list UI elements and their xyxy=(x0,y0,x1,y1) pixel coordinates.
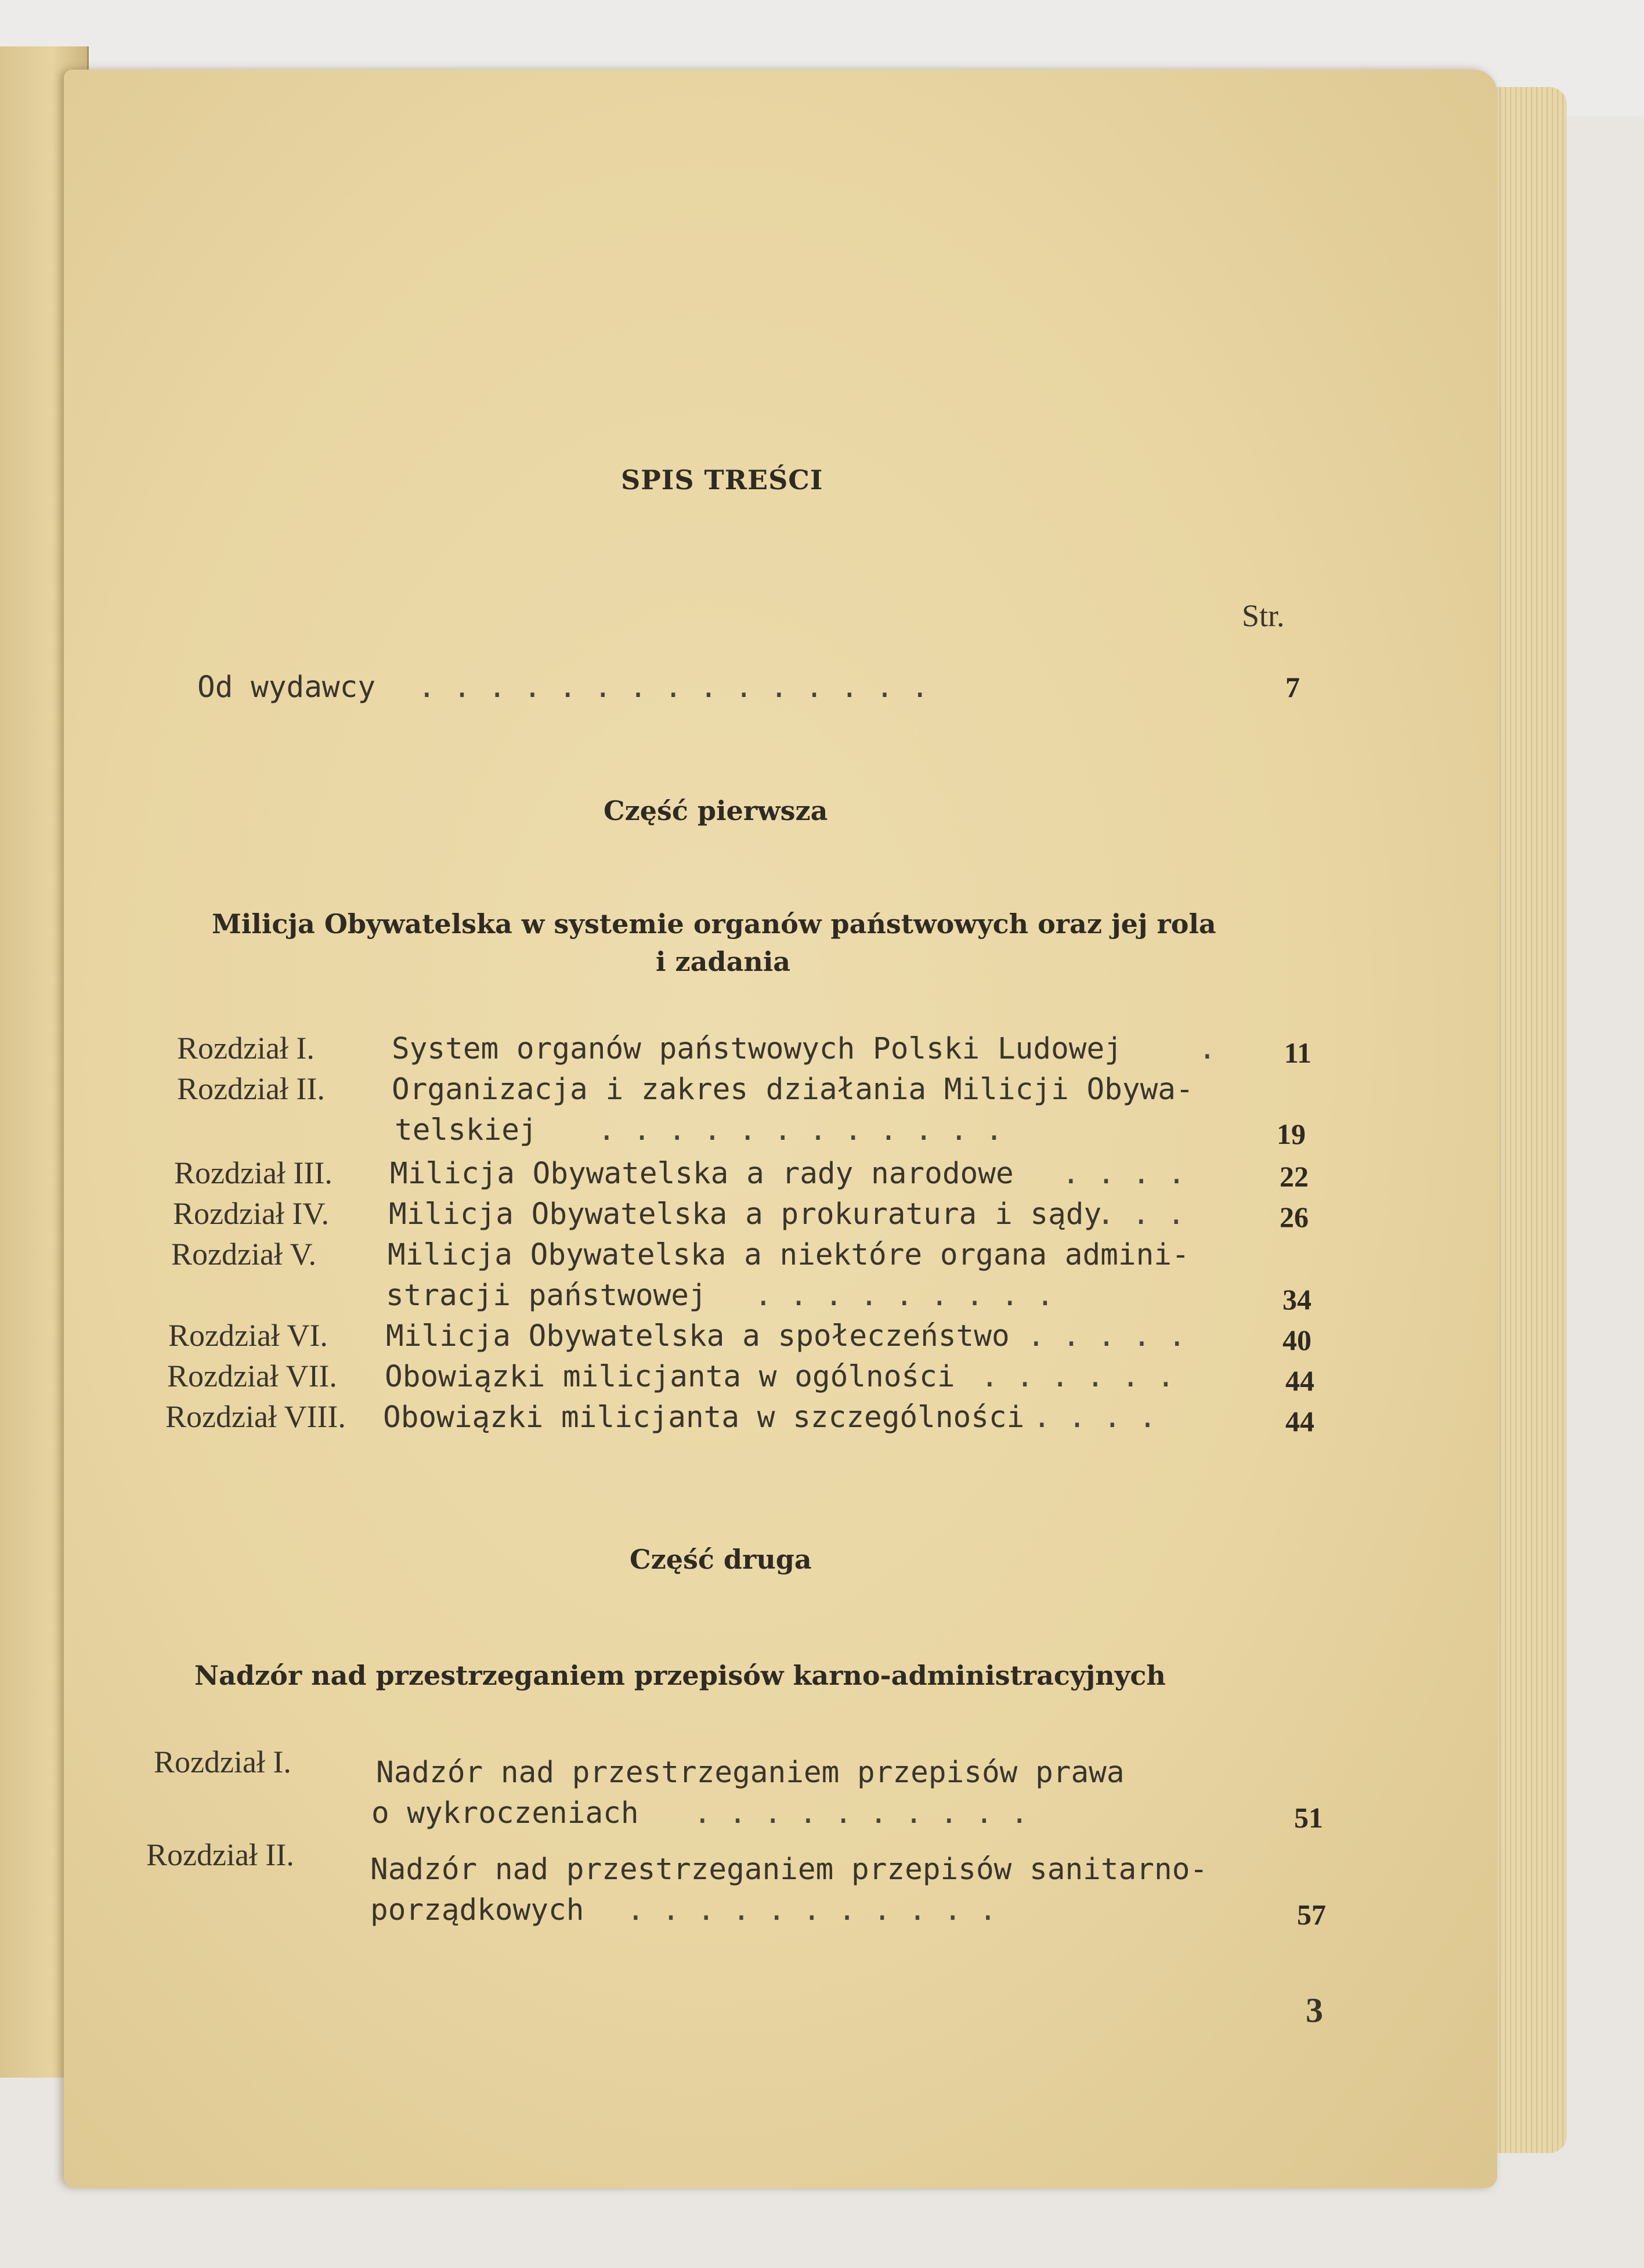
chapter-label: Rozdział II. xyxy=(146,1837,294,1872)
intro-page: 7 xyxy=(1285,671,1300,703)
chapter-label: Rozdział V. xyxy=(171,1237,316,1272)
chapter-title: Nadzór nad przestrzeganiem przepisów prawa xyxy=(376,1756,1125,1790)
chapter-page: 57 xyxy=(1297,1898,1326,1931)
chapter-leader-dots: ..... xyxy=(1027,1319,1204,1353)
chapter-label: Rozdział III. xyxy=(174,1155,333,1190)
chapter-page: 44 xyxy=(1285,1405,1314,1438)
chapter-label: Rozdział I. xyxy=(177,1031,315,1066)
chapter-label: Rozdział IV. xyxy=(173,1196,329,1231)
chapter-title: Obowiązki milicjanta w ogólności xyxy=(385,1360,955,1394)
chapter-page: 19 xyxy=(1277,1118,1306,1150)
chapter-title: Organizacja i zakres działania Milicji Obywa- xyxy=(392,1072,1194,1107)
page-number: 3 xyxy=(1306,1991,1323,2029)
chapter-page: 51 xyxy=(1294,1801,1323,1834)
chapter-page: 22 xyxy=(1280,1160,1309,1193)
chapter-title: Milicja Obywatelska a niektóre organa admini- xyxy=(388,1238,1190,1272)
chapter-title-cont: o wykroczeniach xyxy=(371,1796,639,1830)
chapter-page: 34 xyxy=(1282,1283,1311,1316)
chapter-title: System organów państwowych Polski Ludowej xyxy=(392,1032,1122,1066)
chapter-leader-dots: ...... xyxy=(981,1360,1193,1394)
chapter-leader-dots: ......... xyxy=(754,1279,1072,1313)
chapter-leader-dots: .... xyxy=(1062,1157,1203,1191)
chapter-leader-dots: ............ xyxy=(598,1113,1021,1147)
part1-title-line1: Milicja Obywatelska w systemie organów państwowych oraz jej rola xyxy=(212,908,1216,940)
chapter-title: Milicja Obywatelska a społeczeństwo xyxy=(386,1319,1010,1353)
part1-title-line2: i zadania xyxy=(656,946,791,977)
chapter-leader-dots: . xyxy=(1198,1032,1234,1066)
toc-title: SPIS TREŚCI xyxy=(621,464,823,496)
chapter-label: Rozdział I. xyxy=(154,1745,291,1779)
chapter-leader-dots: ... xyxy=(1097,1197,1203,1231)
part2-title: Nadzór nad przestrzeganiem przepisów karno-administracyjnych xyxy=(194,1660,1166,1691)
chapter-title-cont: stracji państwowej xyxy=(386,1279,707,1313)
chapter-title: Obowiązki milicjanta w szczególności xyxy=(383,1400,1025,1435)
part2-heading: Część druga xyxy=(630,1544,812,1575)
chapter-leader-dots: ........... xyxy=(627,1893,1014,1927)
chapter-title: Milicja Obywatelska a prokuratura i sądy xyxy=(389,1197,1102,1231)
chapter-label: Rozdział II. xyxy=(177,1071,325,1106)
chapter-title-cont: porządkowych xyxy=(370,1893,584,1927)
chapter-page: 40 xyxy=(1282,1324,1311,1356)
page-column-label: Str. xyxy=(1242,598,1285,633)
chapter-title-cont: telskiej xyxy=(395,1113,537,1147)
chapter-page: 11 xyxy=(1284,1037,1311,1069)
chapter-page: 26 xyxy=(1280,1201,1309,1233)
chapter-label: Rozdział VIII. xyxy=(165,1399,346,1434)
chapter-page: 44 xyxy=(1285,1364,1314,1397)
chapter-title: Milicja Obywatelska a rady narodowe xyxy=(390,1157,1014,1191)
chapter-label: Rozdział VII. xyxy=(167,1359,337,1393)
part1-heading: Część pierwsza xyxy=(604,795,828,826)
chapter-title: Nadzór nad przestrzeganiem przepisów sanitarno- xyxy=(370,1852,1208,1887)
intro-label: Od wydawcy xyxy=(197,670,376,705)
intro-leader-dots: ............... xyxy=(418,670,946,705)
chapter-leader-dots: .......... xyxy=(693,1796,1046,1830)
chapter-label: Rozdział VI. xyxy=(168,1318,328,1353)
chapter-leader-dots: .... xyxy=(1033,1400,1174,1435)
